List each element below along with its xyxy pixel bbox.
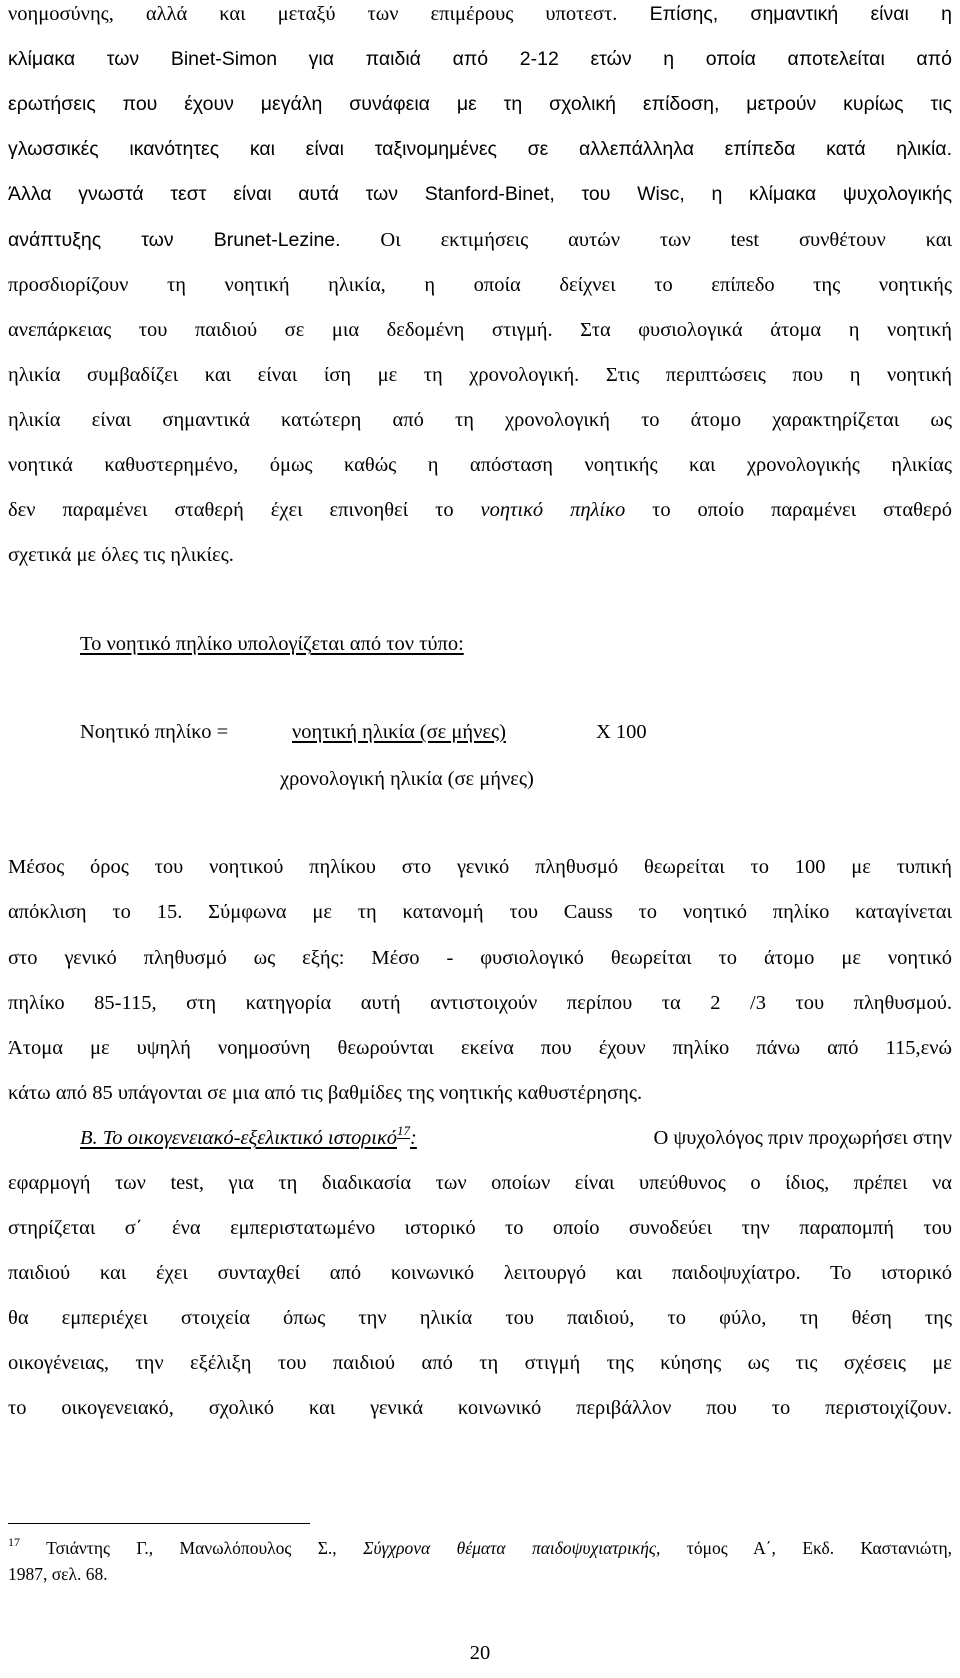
body-line: νοητικά καθυστερημένο, όμως καθώς η απόσταση νοητικής και χρονολογικής ηλικίας xyxy=(8,454,952,476)
body-line: ανεπάρκειας του παιδιού σε μια δεδομένη στιγμή. Στα φυσιολογικά άτομα η νοητική xyxy=(8,319,952,341)
body-line: παιδιού και έχει συνταχθεί από κοινωνικό λειτουργό και παιδοψυχίατρο. Το ιστορικό xyxy=(8,1262,952,1284)
body-line: ερωτήσεις που έχουν μεγάλη συνάφεια με τη σχολική επίδοση, μετρούν κυρίως τις xyxy=(8,93,952,115)
body-line: εφαρμογή των test, για τη διαδικασία των οποίων είναι υπεύθυνος ο ίδιος, πρέπει να xyxy=(8,1172,952,1194)
footnote-line2: 1987, σελ. 68. xyxy=(8,1564,108,1584)
body-line: στο γενικό πληθυσμό ως εξής: Μέσο - φυσιολογικό θεωρείται το άτομο με νοητικό xyxy=(8,947,952,969)
formula-multiplier: Χ 100 xyxy=(596,721,647,743)
body-line: σχετικά με όλες τις ηλικίες. xyxy=(8,544,234,566)
body-line: προσδιορίζουν τη νοητική ηλικία, η οποία δείχνει το επίπεδο της νοητικής xyxy=(8,274,952,296)
formula-denominator: χρονολογική ηλικία (σε μήνες) xyxy=(280,768,534,790)
body-line: ηλικία συμβαδίζει και είναι ίση με τη χρονολογική. Στις περιπτώσεις που η νοητική xyxy=(8,364,952,386)
footnote: $^{17}$ Τσιάντης Γ., Μανωλόπουλος Σ., Σύγχρονα θέματα παιδοψυχιατρικής, τόμος Α΄, Εκδ. Καστανιώτη, xyxy=(8,1535,952,1558)
formula-numerator: νοητική ηλικία (σε μήνες) xyxy=(292,721,506,743)
body-line: στηρίζεται σ΄ ένα εμπεριστατωμένο ιστορικό το οποίο συνοδεύει την παραπομπή του xyxy=(8,1217,952,1239)
body-line: πηλίκο 85-115, στη κατηγορία αυτή αντιστοιχούν περίπου τα 2 /3 του πληθυσμού. xyxy=(8,992,952,1014)
page-number: 20 xyxy=(469,1642,491,1664)
body-line: νοημοσύνης, αλλά και μεταξύ των επιμέρους υποτεστ. Επίσης, σημαντική είναι η xyxy=(8,3,952,25)
body-line: Άτομα με υψηλή νοημοσύνη θεωρούνται εκείνα που έχουν πηλίκο πάνω από 115,ενώ xyxy=(8,1037,952,1059)
body-line: δεν παραμένει σταθερή έχει επινοηθεί το νοητικό πηλίκο το οποίο παραμένει σταθερό xyxy=(8,499,952,521)
body-line: ανάπτυξης των Brunet-Lezine. Οι εκτιμήσεις αυτών των test συνθέτουν και xyxy=(8,229,952,251)
body-line: Άλλα γνωστά τεστ είναι αυτά των Stanford-Binet, του Wisc, η κλίμακα ψυχολογικής xyxy=(8,183,952,205)
formula-lhs: Νοητικό πηλίκο = xyxy=(80,721,229,743)
body-line: γλωσσικές ικανότητες και είναι ταξινομημένες σε αλλεπάλληλα επίπεδα κατά ηλικία. xyxy=(8,138,952,160)
body-line: κλίμακα των Binet-Simon για παιδιά από 2-12 ετών η οποία αποτελείται από xyxy=(8,48,952,70)
body-line: θα εμπεριέχει στοιχεία όπως την ηλικία του παιδιού, το φύλο, τη θέση της xyxy=(8,1307,952,1329)
body-line: απόκλιση το 15. Σύμφωνα με τη κατανομή του Causs το νοητικό πηλίκο καταγίνεται xyxy=(8,901,952,923)
section-b-heading: Β. Το οικογενειακό-εξελικτικό ιστορικό$^{17}$: xyxy=(80,1123,417,1149)
body-line: οικογένειας, την εξέλιξη του παιδιού από τη στιγμή της κύησης ως τις σχέσεις με xyxy=(8,1352,952,1374)
body-line: το οικογενειακό, σχολικό και γενικά κοινωνικό περιβάλλον που το περιστοιχίζουν. xyxy=(8,1397,952,1419)
formula-heading: Το νοητικό πηλίκο υπολογίζεται από τον τύπο: xyxy=(80,633,464,655)
body-line: Μέσος όρος του νοητικού πηλίκου στο γενικό πληθυσμό θεωρείται το 100 με τυπική xyxy=(8,856,952,878)
section-b-heading-line: Β. Το οικογενειακό-εξελικτικό ιστορικό$^{17}$: Ο ψυχολόγος πριν προχωρήσει στην xyxy=(80,1123,952,1149)
footnote-rule xyxy=(8,1523,310,1524)
body-line: κάτω από 85 υπάγονται σε μια από τις βαθμίδες της νοητικής καθυστέρησης. xyxy=(8,1082,643,1104)
body-line: ηλικία είναι σημαντικά κατώτερη από τη χρονολογική το άτομο χαρακτηρίζεται ως xyxy=(8,409,952,431)
